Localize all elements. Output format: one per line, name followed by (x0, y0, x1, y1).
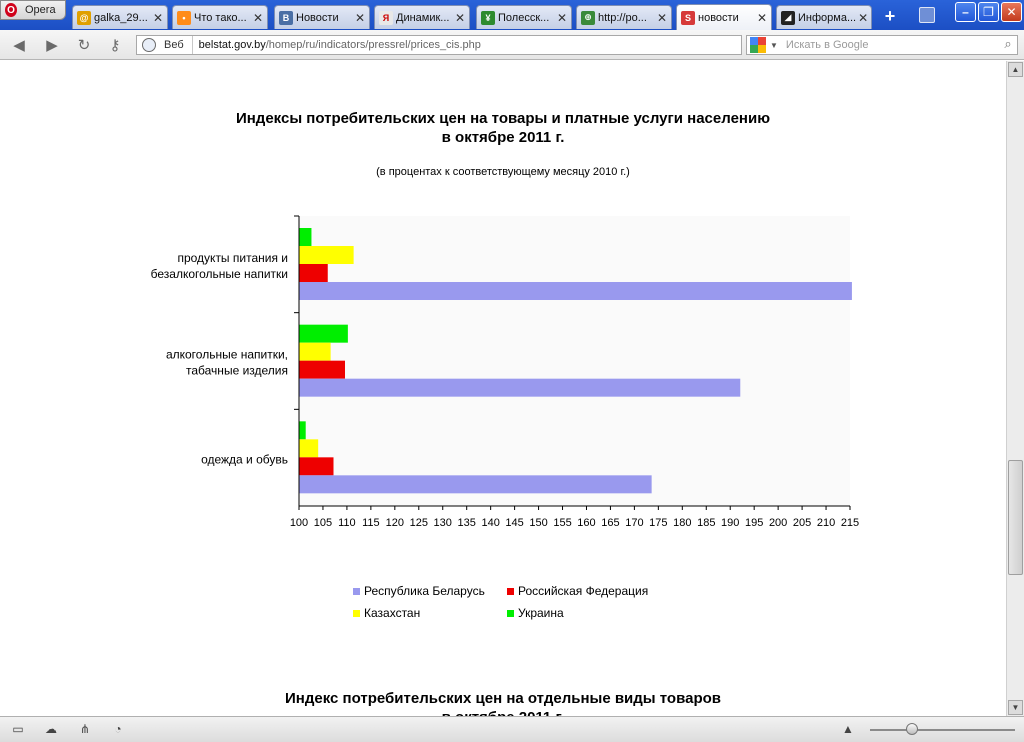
chart-title-line2: в октябре 2011 г. (441, 129, 565, 146)
x-tick-label: 120 (385, 517, 405, 529)
x-tick-label: 150 (529, 517, 548, 529)
x-tick-label: 155 (553, 517, 572, 529)
tab-bar (0, 0, 1024, 30)
x-tick-label: 170 (625, 517, 644, 529)
x-tick-label: 210 (816, 517, 836, 529)
tab-favicon-icon: ⊕ (581, 11, 595, 25)
bar (299, 361, 345, 379)
x-tick-label: 160 (577, 517, 596, 529)
x-tick-label: 115 (362, 517, 380, 529)
x-tick-label: 205 (792, 517, 812, 529)
tab-label: Что тако... (194, 11, 247, 24)
browser-tab[interactable] (172, 5, 268, 29)
browser-tab[interactable] (776, 5, 872, 29)
tab-close-icon[interactable]: ✕ (556, 10, 567, 25)
legend-swatch (353, 588, 360, 595)
browser-tab[interactable] (72, 5, 168, 29)
globe-icon (142, 38, 156, 52)
close-window-button[interactable]: ✕ (1001, 2, 1022, 22)
tab-favicon-icon: • (177, 11, 191, 25)
tab-label: Полесск... (498, 11, 550, 24)
x-tick-label: 110 (338, 517, 356, 529)
legend-label: Республика Беларусь (364, 584, 485, 598)
bar (299, 246, 354, 264)
page-content (0, 61, 1006, 716)
x-tick-label: 130 (433, 517, 452, 529)
tab-favicon-icon: ¥ (481, 11, 495, 25)
browser-tab[interactable] (274, 5, 370, 29)
x-tick-label: 145 (505, 517, 524, 529)
search-go-icon[interactable]: ⌕ (1004, 36, 1012, 51)
status-bar (0, 716, 1024, 742)
browser-tab[interactable] (676, 4, 772, 30)
tab-label: galka_29... (94, 11, 148, 24)
back-button[interactable]: ◀ (13, 37, 25, 54)
tab-close-icon[interactable]: ✕ (756, 10, 767, 25)
x-tick-label: 140 (481, 517, 500, 529)
legend-swatch (507, 610, 514, 617)
x-tick-label: 105 (313, 517, 333, 529)
bar (299, 475, 652, 493)
trash-can-icon[interactable] (919, 7, 935, 23)
tab-close-icon[interactable]: ✕ (858, 10, 869, 25)
legend-label: Украина (518, 606, 564, 620)
legend-swatch (353, 610, 360, 617)
x-tick-label: 165 (601, 517, 620, 529)
site-info-badge[interactable]: Веб (164, 36, 193, 54)
scroll-down-button[interactable]: ▼ (1008, 700, 1023, 715)
opera-unite-icon[interactable]: ☁ (45, 722, 57, 736)
bar (299, 343, 331, 361)
tab-close-icon[interactable]: ✕ (454, 10, 465, 25)
address-toolbar (0, 30, 1024, 60)
scroll-up-button[interactable]: ▲ (1008, 62, 1023, 77)
category-label: алкогольные напитки, (165, 347, 288, 362)
url-host: belstat.gov.by (198, 39, 266, 51)
bar (299, 264, 328, 282)
search-engine-dropdown-icon[interactable]: ▼ (770, 40, 778, 50)
tab-favicon-icon: Я (379, 11, 393, 25)
key-icon[interactable]: ⚷ (109, 37, 121, 54)
bar (299, 439, 318, 457)
vertical-scrollbar[interactable] (1006, 61, 1024, 716)
opera-menu-button[interactable] (0, 0, 66, 20)
legend-label: Российская Федерация (518, 584, 649, 598)
address-field[interactable] (136, 35, 742, 55)
section2-title-line1: Индекс потребительских цен на отдельные виды товаров (285, 690, 721, 707)
chart-title-line1: Индексы потребительских цен на товары и платные услуги населению (235, 110, 771, 127)
bar (299, 228, 311, 246)
tab-favicon-icon: ◢ (781, 11, 795, 25)
chart-subtitle: (в процентах к соответствующему месяцу 2010 г.) (376, 166, 630, 178)
tab-close-icon[interactable]: ✕ (252, 10, 263, 25)
search-input[interactable]: Искать в Google (785, 39, 869, 51)
bar (299, 379, 740, 397)
tab-label: Новости (296, 11, 339, 24)
plot-area (299, 216, 850, 506)
forward-button[interactable]: ▶ (46, 37, 58, 54)
x-tick-label: 185 (697, 517, 716, 529)
restore-button[interactable]: ❐ (978, 2, 999, 22)
legend-label: Казахстан (364, 606, 421, 620)
tab-label: Динамик... (396, 11, 450, 24)
browser-tab[interactable] (374, 5, 470, 29)
bar (299, 325, 348, 343)
x-tick-label: 215 (840, 517, 860, 529)
tab-close-icon[interactable]: ✕ (656, 10, 667, 25)
tab-label: http://po... (598, 11, 647, 24)
bar (299, 457, 333, 475)
tab-label: новости (698, 11, 739, 24)
price-index-chart (0, 61, 1006, 661)
browser-tab[interactable] (476, 5, 572, 29)
x-tick-label: 180 (673, 517, 692, 529)
x-tick-label: 100 (289, 517, 309, 529)
tab-label: Информа... (798, 11, 857, 24)
tab-favicon-icon: B (279, 11, 293, 25)
category-label: безалкогольные напитки (150, 267, 288, 281)
category-label: табачные изделия (186, 363, 288, 378)
url-path: /homep/ru/indicators/pressrel/prices_cis.php (265, 39, 481, 51)
tab-favicon-icon: S (681, 11, 695, 25)
bar (299, 421, 306, 439)
bar (299, 282, 852, 300)
google-icon[interactable] (750, 37, 766, 53)
x-tick-label: 190 (721, 517, 740, 529)
zoom-menu-icon[interactable]: ▲ (842, 722, 854, 736)
panel-toggle-icon[interactable]: ▭ (12, 722, 24, 736)
x-tick-label: 125 (409, 517, 428, 529)
minimize-button[interactable]: – (955, 2, 976, 22)
browser-tab[interactable] (576, 5, 672, 29)
legend-swatch (507, 588, 514, 595)
tab-close-icon[interactable]: ✕ (354, 10, 365, 25)
category-label: одежда и обувь (201, 452, 288, 467)
zoom-slider-track[interactable] (870, 729, 1015, 731)
x-tick-label: 175 (649, 517, 668, 529)
tab-close-icon[interactable]: ✕ (152, 10, 163, 25)
opera-link-icon[interactable]: ⋔ (79, 722, 91, 736)
reload-button[interactable]: ↻ (77, 37, 91, 54)
new-tab-button[interactable]: + (884, 6, 896, 26)
category-label: продукты питания и (177, 251, 288, 265)
zoom-slider-knob[interactable] (906, 723, 918, 735)
opera-logo-icon: O (5, 3, 17, 17)
x-tick-label: 200 (768, 517, 788, 529)
tab-favicon-icon: @ (77, 11, 91, 25)
x-tick-label: 135 (457, 517, 476, 529)
search-field[interactable] (746, 35, 1018, 55)
scroll-thumb[interactable] (1008, 460, 1023, 575)
opera-menu-label: Opera (25, 4, 56, 16)
turbo-icon[interactable]: ◔ (114, 722, 122, 736)
x-tick-label: 195 (744, 517, 764, 529)
